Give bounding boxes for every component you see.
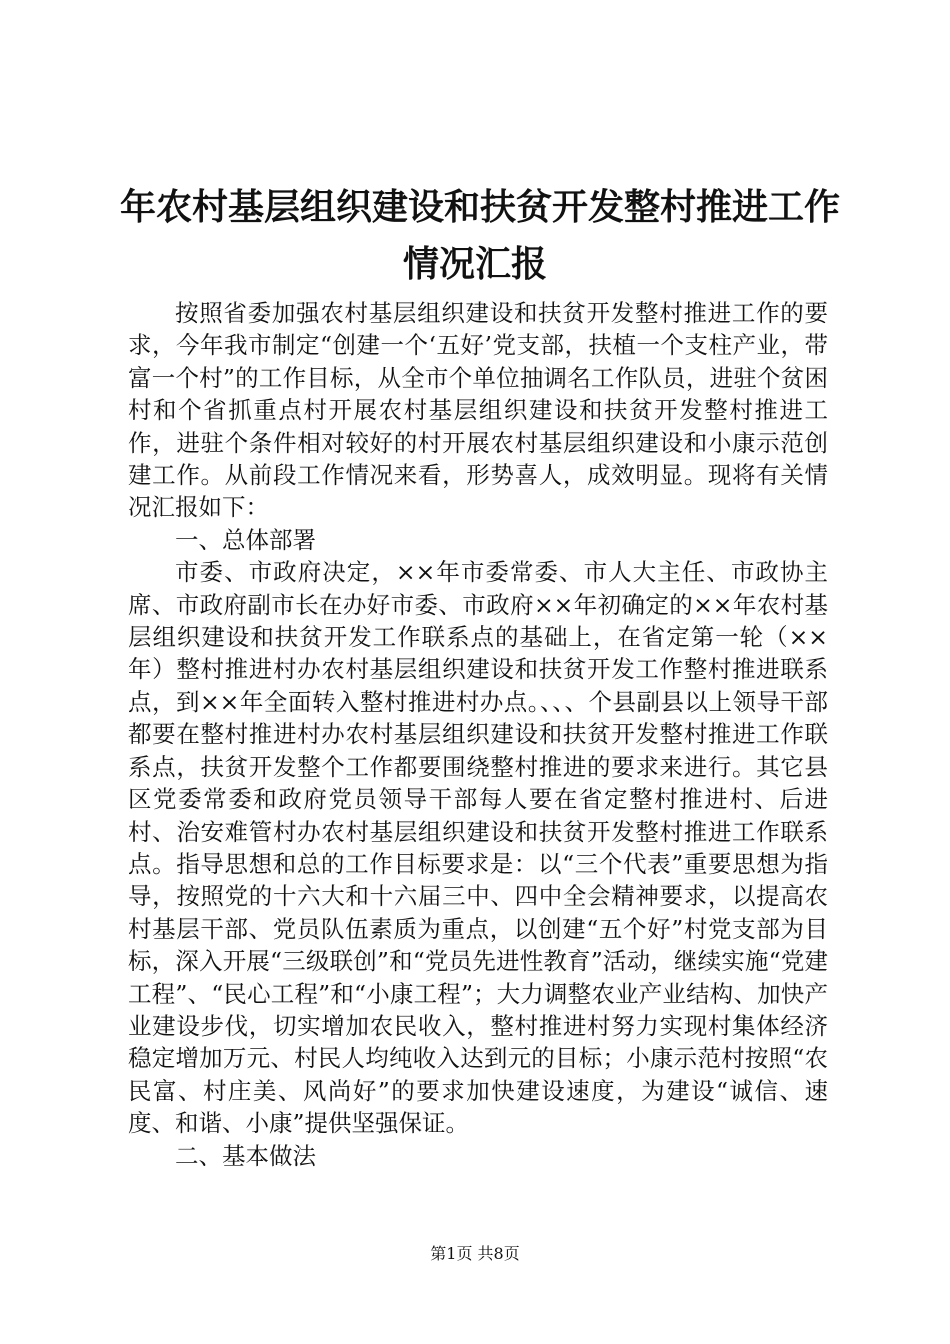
document-title-line1: 年农村基层组织建设和扶贫开发整村推进工作: [120, 187, 841, 228]
section-heading-basic-practices: 二、基本做法: [175, 1141, 316, 1170]
document-title-line2: 情况汇报: [402, 244, 547, 285]
intro-paragraph: 按照省委加强农村基层组织建设和扶贫开发整村推进工作的要求，今年我市制定“创建一个‘五好’党支部，扶植一个支柱产业，带富一个村”的工作目标，从全市个单位抽调名工作队员，进驻个贫困村和个省抓重点村开展农村基层组织建设和扶贫开发整村推进工作，进驻个条件相对较好的村开展农村基层组织建设和小康示范创建工作。从前段工作情况来看，形势喜人，成效明显。现将有关情况汇报如下：: [128, 299, 828, 522]
page-footer: 第1页 共8页: [430, 1244, 520, 1263]
section-paragraph-overall-deployment: 市委、市政府决定，××年市委常委、市人大主任、市政协主席、市政府副市长在办好市委、市政府××年初确定的××年农村基层组织建设和扶贫开发工作联系点的基础上，在省定第一轮（××年）整村推进村办农村基层组织建设和扶贫开发工作整村推进联系点，到××年全面转入整村推进村办点。、、、个县副县以上领导干部都要在整村推进村办农村基层组织建设和扶贫开发整村推进工作联系点，扶贫开发整个工作都要围绕整村推进的要求来进行。其它县区党委常委和政府党员领导干部每人要在省定整村推进村、后进村、治安难管村办农村基层组织建设和扶贫开发整村推进工作联系点。指导思想和总的工作目标要求是：以“三个代表”重要思想为指导，按照党的十六大和十六届三中、四中全会精神要求，以提高农村基层干部、党员队伍素质为重点，以创建“五个好”村党支部为目标，深入开展“三级联创”和“党员先进性教育”活动，继续实施“党建工程”、“民心工程”和“小康工程”；大力调整农业产业结构、加快产业建设步伐，切实增加农民收入，整村推进村努力实现村集体经济稳定增加万元、村民人均纯收入达到元的目标；小康示范村按照“农民富、村庄美、风尚好”的要求加快建设速度，为建设“诚信、速度、和谐、小康”提供坚强保证。: [128, 558, 828, 1138]
document-body: [128, 297, 828, 1172]
section-heading-overall-deployment: 一、总体部署: [175, 525, 316, 554]
